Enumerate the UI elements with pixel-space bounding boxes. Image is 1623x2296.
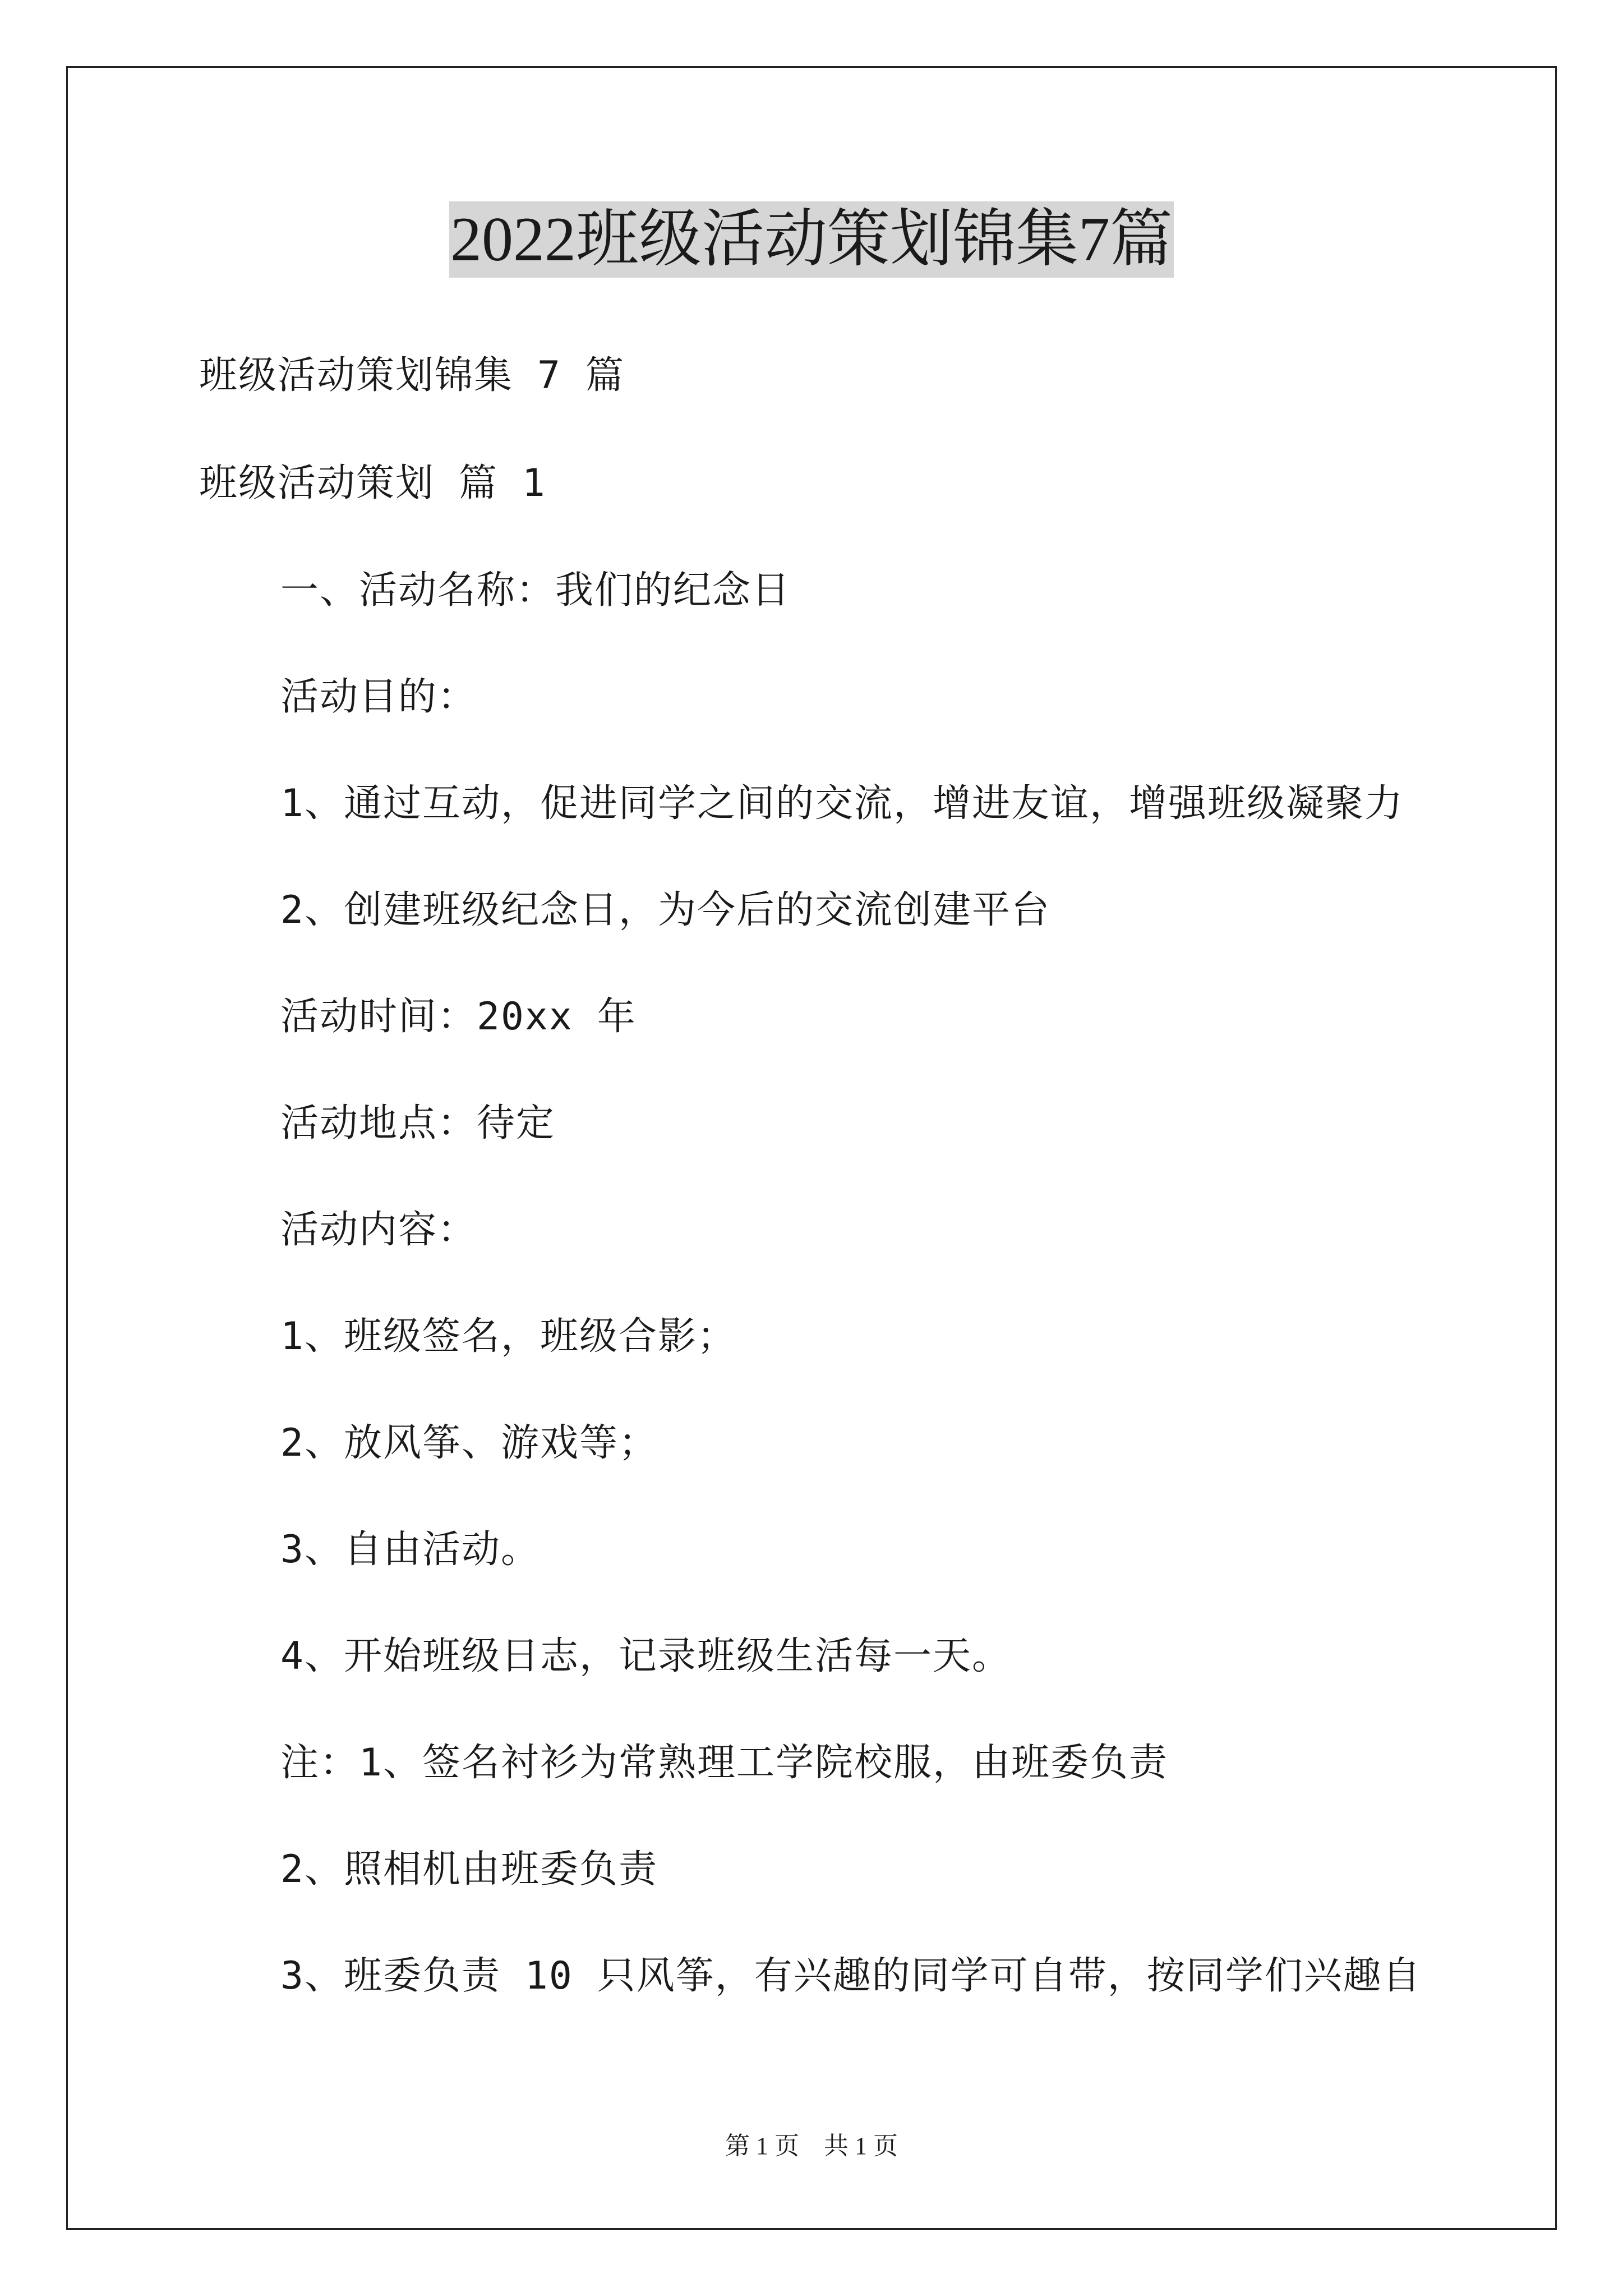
body-line: 3、班委负责 10 只风筝，有兴趣的同学可自带，按同学们兴趣自 (280, 1954, 1422, 1998)
body-line: 一、活动名称：我们的纪念日 (280, 568, 791, 613)
document-title (0, 203, 1623, 276)
body-line: 注：1、签名衬衫为常熟理工学院校服，由班委负责 (280, 1741, 1168, 1785)
body-line: 2、照相机由班委负责 (280, 1847, 658, 1892)
body-line: 活动内容： (280, 1208, 477, 1252)
body-line: 活动目的： (280, 675, 477, 719)
body-line: 2、创建班级纪念日，为今后的交流创建平台 (280, 888, 1050, 932)
body-line: 活动时间：20xx 年 (280, 995, 637, 1039)
page-footer: 第 1 页 共 1 页 (725, 2132, 898, 2160)
body-line: 活动地点：待定 (280, 1101, 556, 1145)
body-line: 班级活动策划锦集 7 篇 (199, 353, 625, 398)
document-title-text: 2022班级活动策划锦集7篇 (449, 201, 1174, 278)
body-line: 1、班级签名，班级合影； (280, 1314, 736, 1359)
body-line: 班级活动策划 篇 1 (199, 461, 546, 505)
body-line: 2、放风筝、游戏等； (280, 1421, 658, 1465)
body-line: 3、自由活动。 (280, 1527, 540, 1572)
body-line: 1、通过互动，促进同学之间的交流，增进友谊，增强班级凝聚力 (280, 781, 1404, 826)
body-line: 4、开始班级日志，记录班级生活每一天。 (280, 1634, 1011, 1678)
